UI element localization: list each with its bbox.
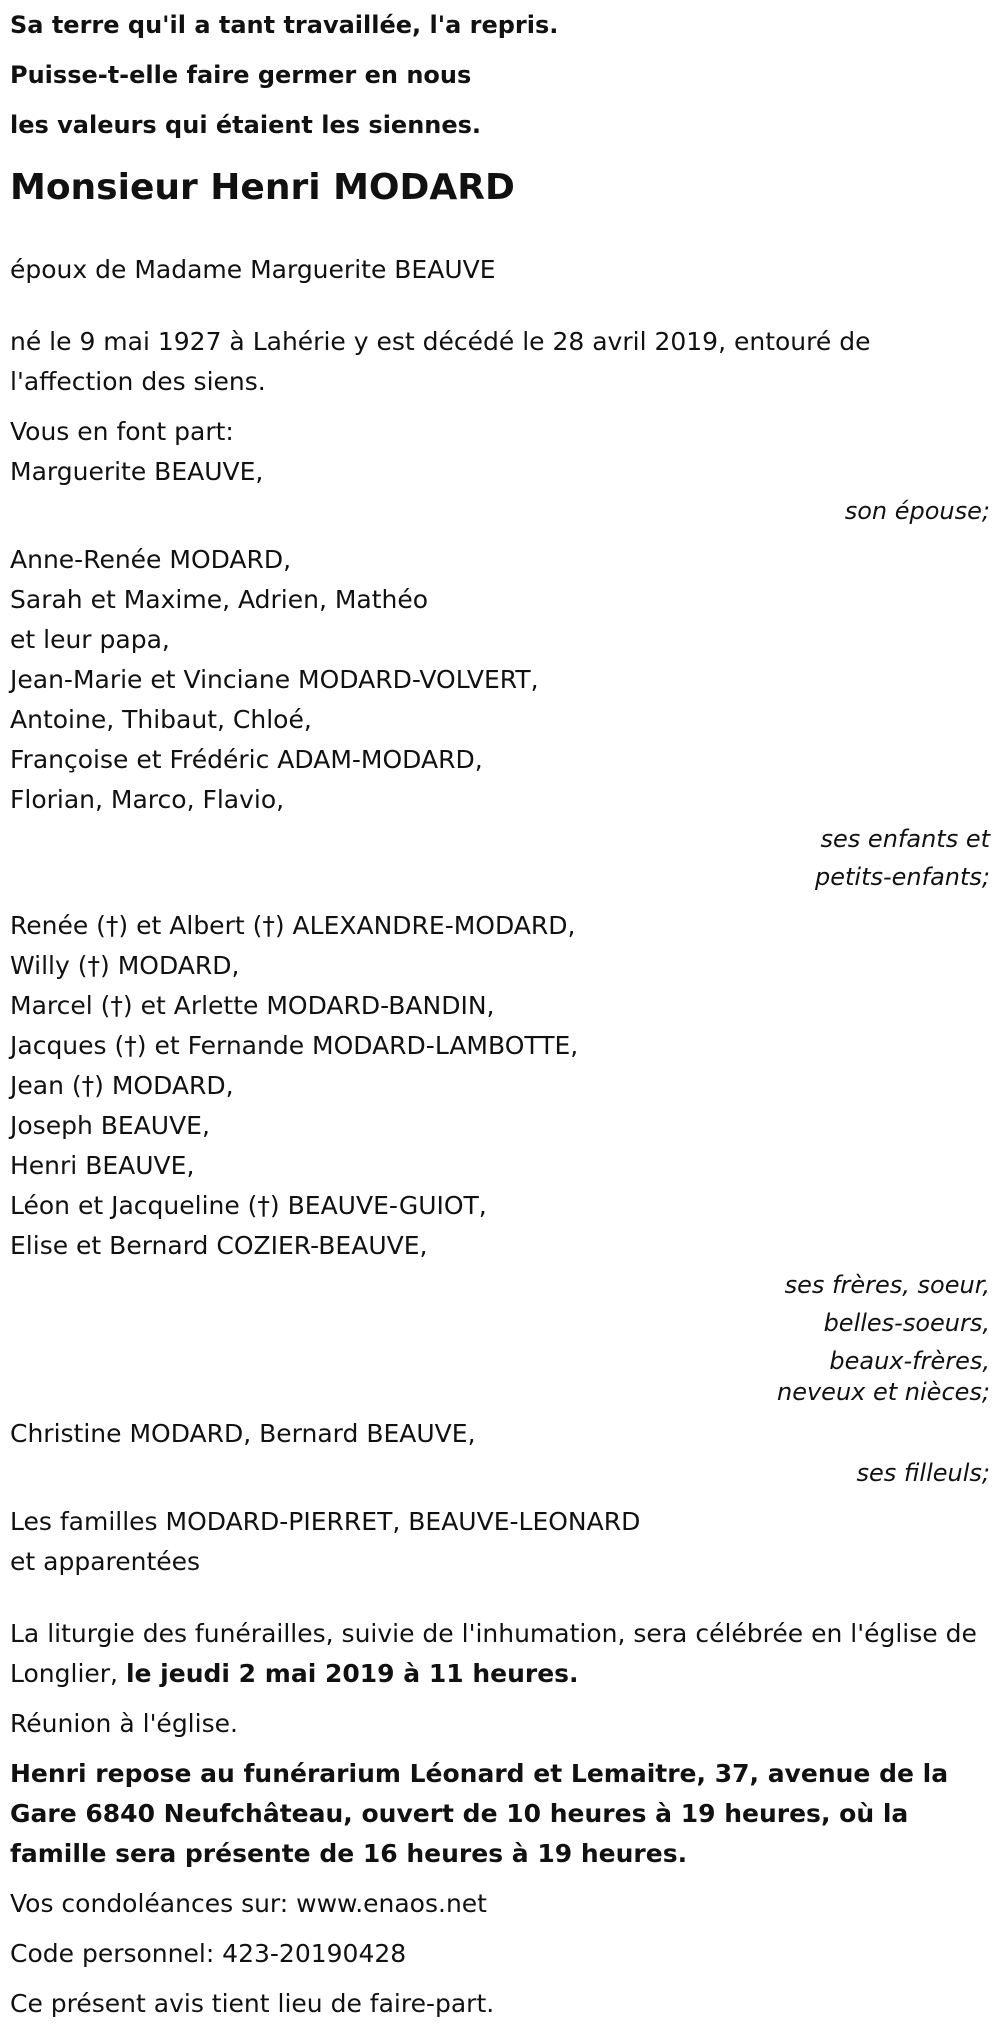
family-name: Elise et Bernard COZIER-BEAUVE, — [10, 1231, 428, 1260]
family-name: Françoise et Frédéric ADAM-MODARD, — [10, 745, 483, 774]
family-name: Florian, Marco, Flavio, — [10, 785, 285, 814]
family-name: Marcel (†) et Arlette MODARD-BANDIN, — [10, 991, 495, 1020]
family-name: Joseph BEAUVE, — [10, 1111, 210, 1140]
liturgy-date: le jeudi 2 mai 2019 à 11 heures. — [125, 1659, 579, 1688]
relation-label: petits-enfants; — [815, 863, 990, 891]
relation-label: son épouse; — [844, 497, 990, 525]
family-name: Marguerite BEAUVE, — [10, 457, 264, 486]
family-name: Anne-Renée MODARD, — [10, 545, 292, 574]
relation-label: ses filleuls; — [856, 1459, 990, 1487]
families-line: et apparentées — [10, 1547, 201, 1576]
family-name: Jacques (†) et Fernande MODARD-LAMBOTTE, — [10, 1031, 579, 1060]
family-name: Sarah et Maxime, Adrien, Mathéo — [10, 585, 429, 614]
family-name: et leur papa, — [10, 625, 170, 654]
spouse-line: époux de Madame Marguerite BEAUVE — [10, 255, 496, 284]
epigraph-line: Puisse-t-elle faire germer en nous — [10, 61, 472, 89]
funerarium: Henri repose au funérarium Léonard et Lemaitre, 37, avenue de la Gare 6840 Neufchâteau, ouvert de 10 heures à 19 heures, où la famille sera présente de 16 heures à 19 heures. — [10, 1759, 949, 1868]
epigraph — [10, 0, 990, 150]
family-name: Renée (†) et Albert (†) ALEXANDRE-MODARD, — [10, 911, 576, 940]
relation-label: belles-soeurs, — [823, 1309, 990, 1337]
epigraph-line: Sa terre qu'il a tant travaillée, l'a repris. — [10, 11, 559, 39]
family-name: Willy (†) MODARD, — [10, 951, 240, 980]
relation-label: ses enfants et — [820, 825, 990, 853]
epigraph-line: les valeurs qui étaient les siennes. — [10, 111, 482, 139]
family-name: Christine MODARD, Bernard BEAUVE, — [10, 1419, 476, 1448]
obituary-notice — [10, 0, 990, 2024]
relation-label: neveux et nièces; — [777, 1378, 990, 1406]
deceased-name: Monsieur Henri MODARD — [10, 167, 515, 208]
liturgy-text — [10, 1614, 990, 1694]
relation-label: beaux-frères, — [829, 1347, 990, 1375]
reunion: Réunion à l'église. — [10, 1709, 238, 1738]
condolences: Vos condoléances sur: www.enaos.net — [10, 1889, 487, 1918]
family-name: Antoine, Thibaut, Chloé, — [10, 705, 312, 734]
announce: Vous en font part: — [10, 417, 234, 446]
families-line: Les familles MODARD-PIERRET, BEAUVE-LEONARD — [10, 1507, 641, 1536]
notice-line: Ce présent avis tient lieu de faire-part. — [10, 1989, 495, 2018]
relation-label: ses frères, soeur, — [784, 1271, 990, 1299]
family-name: Jean (†) MODARD, — [10, 1071, 234, 1100]
family-name: Léon et Jacqueline (†) BEAUVE-GUIOT, — [10, 1191, 487, 1220]
birth-death: né le 9 mai 1927 à Lahérie y est décédé le 28 avril 2019, entouré de l'affection des siens. — [10, 327, 871, 396]
personal-code: Code personnel: 423-20190428 — [10, 1939, 407, 1968]
liturgy-plain: La liturgie des funérailles, suivie de l'inhumation, sera célébrée en l'église de Longlier, — [10, 1619, 977, 1688]
family-name: Jean-Marie et Vinciane MODARD-VOLVERT, — [10, 665, 539, 694]
family-name: Henri BEAUVE, — [10, 1151, 195, 1180]
